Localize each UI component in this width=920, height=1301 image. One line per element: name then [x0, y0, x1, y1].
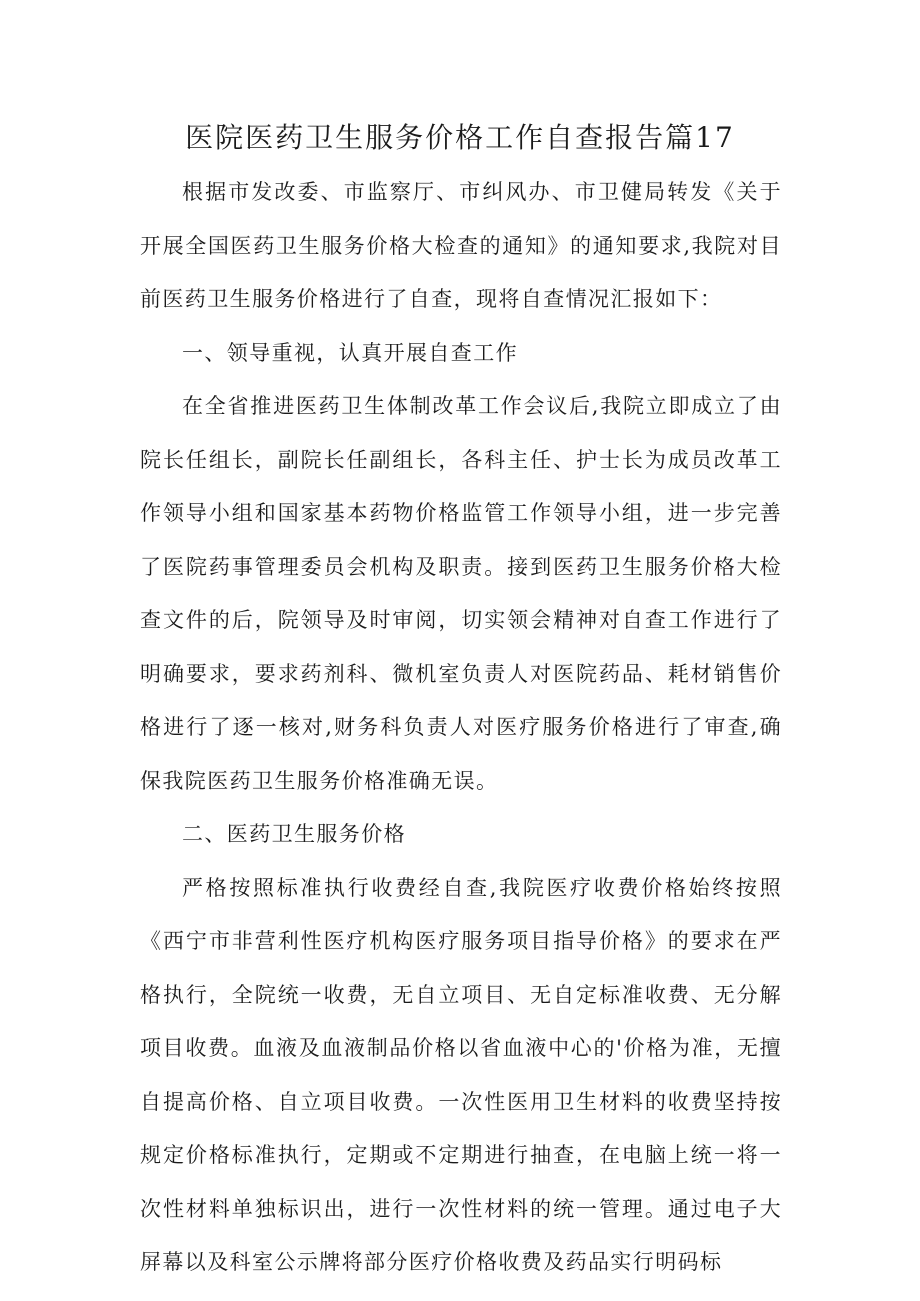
paragraph-section-2: 严格按照标准执行收费经自查,我院医疗收费价格始终按照《西宁市非营利性医疗机构医疗服务项目指导价格》的要求在严格执行，全院统一收费，无自立项目、无自定标准收费、无分解项目收费。血液及血液制品价格以省血液中心的'价格为准，无擅自提高价格、自立项目收费。一次性医用卫生材料的收费坚持按规定价格标准执行，定期或不定期进行抽查，在电脑上统一将一次性材料单独标识出，进行一次性材料的统一管理。通过电子大屏幕以及科室公示牌将部分医疗价格收费及药品实行明码标: [140, 875, 782, 1274]
paragraph-section-1: 在全省推进医药卫生体制改革工作会议后,我院立即成立了由院长任组长，副院长任副组长，各科主任、护士长为成员改革工作领导小组和国家基本药物价格监管工作领导小组，进一步完善了医院药事管理委员会机构及职责。接到医药卫生服务价格大检查文件的后，院领导及时审阅，切实领会精神对自查工作进行了明确要求，要求药剂科、微机室负责人对医院药品、耗材销售价格进行了逐一核对,财务科负责人对医疗服务价格进行了审查,确保我院医药卫生服务价格准确无误。: [140, 394, 782, 793]
document-title: 医院医药卫生服务价格工作自查报告篇17: [185, 121, 735, 154]
document-body: [140, 166, 782, 1290]
paragraph-intro: 根据市发改委、市监察厅、市纠风办、市卫健局转发《关于开展全国医药卫生服务价格大检查的通知》的通知要求,我院对目前医药卫生服务价格进行了自查，现将自查情况汇报如下：: [140, 180, 782, 311]
section-heading-1: 一、领导重视，认真开展自查工作: [182, 340, 518, 365]
section-heading-2: 二、医药卫生服务价格: [182, 822, 406, 846]
